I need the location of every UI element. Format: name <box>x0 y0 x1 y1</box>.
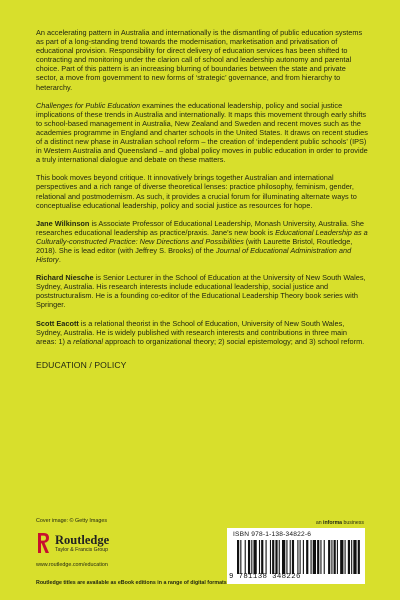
barcode-bar <box>337 540 338 574</box>
subject-category: EDUCATION / POLICY <box>36 359 127 370</box>
publisher-group: Taylor & Francis Group <box>55 547 109 553</box>
cover-credit: Cover image: © Getty Images <box>36 518 108 524</box>
author-name: Richard Niesche <box>36 273 94 283</box>
barcode-bar <box>240 540 241 574</box>
barcode-bar <box>334 540 336 574</box>
isbn-label: ISBN 978-1-138-34822-6 <box>233 531 312 538</box>
barcode-bar <box>311 540 312 574</box>
blurb-paragraph-2: Challenges for Public Education examines the educational leadership, policy and social justice implications of these trends in Australia and internationally. It maps this movement through early shifts to school-based management in Australia, New Zealand and Sweden and recent moves such as the academies programme in England and charter schools in the United States. It draws on recent studies of a distinct new phase in Australian school reform – the creation of ‘independent public schools’ (IPS) in Western Australia and Queensland – and global policy moves in public education in order to provide a truly international dialogue and debate on these matters. <box>36 100 368 165</box>
barcode-bar <box>292 540 294 574</box>
author-bio-niesche: Richard Niesche is Senior Lecturer in the School of Education at the University of New South Wales, Sydney, Australia. His research interests include educational leadership, social justice and poststructuralism. He is a founding co-editor of the Educational Leadership Theory book series with Springer. <box>36 273 366 310</box>
book-title: Challenges for Public Education <box>36 100 141 110</box>
barcode-bar <box>320 540 321 574</box>
ean13-barcode-icon <box>237 540 361 574</box>
barcode-bar <box>317 540 319 574</box>
barcode-bar <box>300 540 301 574</box>
barcode-bar <box>245 540 246 574</box>
barcode-bar <box>353 540 356 574</box>
routledge-r-icon <box>36 532 50 554</box>
blurb-paragraph-3: This book moves beyond critique. It innovatively brings together Australian and international perspectives and a rich range of diverse theoretical lenses: practice philosophy, feminism, gender, relational and postmodernism. As such, it provides a crucial forum for illuminating alternate ways to conceptualise educational leadership, policy and social justice as resources for hope. <box>36 173 357 210</box>
isbn-barcode-panel <box>227 528 365 584</box>
barcode-bar <box>251 540 252 574</box>
barcode-bar <box>313 540 316 574</box>
barcode-digits: 9 781138 348226 <box>229 573 301 581</box>
barcode-bar <box>351 540 352 574</box>
barcode-bar <box>331 540 332 574</box>
publisher-name: Routledge <box>55 533 110 547</box>
barcode-bar <box>261 540 263 574</box>
barcode-bar <box>306 540 308 574</box>
barcode-bar <box>275 540 277 574</box>
blurb-text <box>36 28 368 370</box>
barcode-bar <box>348 540 350 574</box>
author-bio-wilkinson: Jane Wilkinson is Associate Professor of Educational Leadership, Monash University, Australia. She researches educational leadership as practice/praxis. Jane’s new book is Educational Leadership as a Culturally-constructed Practice: New Directions and Possibilities (with Laurette Bristol, Routledge, 2018). She is lead editor (with Jeffrey S. Brooks) of the Journal of Educational Administration and History. <box>36 218 368 265</box>
barcode-bar <box>328 540 330 574</box>
barcode-bar <box>270 540 271 574</box>
informa-tagline: an informa business <box>315 520 364 526</box>
barcode-bar <box>282 540 285 574</box>
author-name: Jane Wilkinson <box>36 218 90 228</box>
barcode-bar <box>266 540 267 574</box>
barcode-bar <box>237 540 239 574</box>
blurb-paragraph-1: An accelerating pattern in Australia and internationally is the dismantling of public education systems as part of a long-standing trend towards the modernisation, marketisation and privatisation of educational provision. Responsibility for direct delivery of education services has been shifted to contracting and monitoring under the clarion call of school and leadership autonomy and parental choice. Part of this pattern is an increasing blurring of boundaries between the state and private sector, a move from government to new forms of ‘strategic’ governance, and from hierarchy to heterarchy. <box>36 28 363 92</box>
barcode-bar <box>259 540 260 574</box>
barcode-bar <box>286 540 287 574</box>
ebook-note: Routledge titles are available as eBook editions in a range of digital formats <box>36 580 227 586</box>
barcode-bar <box>279 540 280 574</box>
author-bio-eacott: Scott Eacott is a relational theorist in the School of Education, University of New South Wales, Sydney, Australia. He is widely published with research interests and contributions in three main areas: 1) a relational approach to organizational theory; 2) social epistemology; and 3) school reform. <box>36 318 365 346</box>
barcode-bar <box>272 540 274 574</box>
barcode-bar <box>324 540 325 574</box>
barcode-bar <box>303 540 304 574</box>
routledge-logo <box>36 530 156 564</box>
publisher-website[interactable]: www.routledge.com/education <box>36 562 108 568</box>
barcode-bar <box>358 540 360 574</box>
barcode-bar <box>290 540 291 574</box>
barcode-bar <box>253 540 256 574</box>
barcode-bar <box>297 540 298 574</box>
barcode-bar <box>340 540 343 574</box>
author-name: Scott Eacott <box>36 318 79 328</box>
barcode-bar <box>248 540 250 574</box>
barcode-bar <box>345 540 346 574</box>
